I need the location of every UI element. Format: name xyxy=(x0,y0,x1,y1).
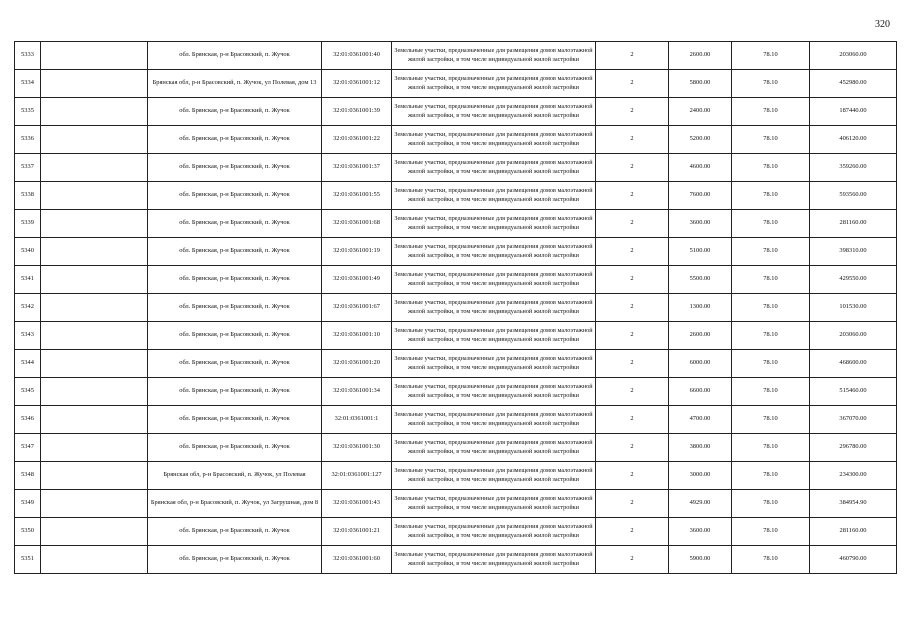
empty-cell xyxy=(41,434,148,462)
row-number-cell: 5337 xyxy=(15,154,41,182)
area-cell: 6600.00 xyxy=(669,378,732,406)
group-code-cell: 2 xyxy=(596,350,669,378)
address-cell: обл. Брянская, р-н Брасовский, п. Жучок xyxy=(148,378,322,406)
row-number-cell: 5351 xyxy=(15,546,41,574)
empty-cell xyxy=(41,210,148,238)
group-code-cell: 2 xyxy=(596,70,669,98)
cadastral-number-cell: 32:01:0361001:21 xyxy=(322,518,392,546)
area-cell: 6000.00 xyxy=(669,350,732,378)
rate-cell: 78.10 xyxy=(732,154,810,182)
group-code-cell: 2 xyxy=(596,154,669,182)
land-use-cell: Земельные участки, предназначенные для размещения домов малоэтажной жилой застройки, в том числе индивидуальной жилой застройки xyxy=(392,406,596,434)
rate-cell: 78.10 xyxy=(732,518,810,546)
group-code-cell: 2 xyxy=(596,126,669,154)
cadastral-number-cell: 32:01:0361001:1 xyxy=(322,406,392,434)
table-row xyxy=(15,378,897,406)
cadastral-value-cell: 203060.00 xyxy=(810,322,897,350)
row-number-cell: 5341 xyxy=(15,266,41,294)
land-use-cell: Земельные участки, предназначенные для размещения домов малоэтажной жилой застройки, в том числе индивидуальной жилой застройки xyxy=(392,126,596,154)
table-row xyxy=(15,210,897,238)
land-use-cell: Земельные участки, предназначенные для размещения домов малоэтажной жилой застройки, в том числе индивидуальной жилой застройки xyxy=(392,70,596,98)
rate-cell: 78.10 xyxy=(732,546,810,574)
cadastral-number-cell: 32:01:0361001:127 xyxy=(322,462,392,490)
row-number-cell: 5336 xyxy=(15,126,41,154)
table-row xyxy=(15,238,897,266)
cadastral-number-cell: 32:01:0361001:12 xyxy=(322,70,392,98)
cadastral-value-cell: 406120.00 xyxy=(810,126,897,154)
address-cell: Брянская обл, р-н Брасовский, п. Жучок, ул Полевая xyxy=(148,462,322,490)
cadastral-number-cell: 32:01:0361001:67 xyxy=(322,294,392,322)
row-number-cell: 5338 xyxy=(15,182,41,210)
address-cell: Брянская обл, р-н Брасовский, п. Жучок, ул Полевая, дом 13 xyxy=(148,70,322,98)
cadastral-number-cell: 32:01:0361001:60 xyxy=(322,546,392,574)
land-use-cell: Земельные участки, предназначенные для размещения домов малоэтажной жилой застройки, в том числе индивидуальной жилой застройки xyxy=(392,518,596,546)
cadastral-value-cell: 452980.00 xyxy=(810,70,897,98)
rate-cell: 78.10 xyxy=(732,462,810,490)
cadastral-number-cell: 32:01:0361001:30 xyxy=(322,434,392,462)
row-number-cell: 5349 xyxy=(15,490,41,518)
area-cell: 1300.00 xyxy=(669,294,732,322)
land-use-cell: Земельные участки, предназначенные для размещения домов малоэтажной жилой застройки, в том числе индивидуальной жилой застройки xyxy=(392,42,596,70)
address-cell: обл. Брянская, р-н Брасовский, п. Жучок xyxy=(148,266,322,294)
land-use-cell: Земельные участки, предназначенные для размещения домов малоэтажной жилой застройки, в том числе индивидуальной жилой застройки xyxy=(392,378,596,406)
area-cell: 3600.00 xyxy=(669,518,732,546)
row-number-cell: 5344 xyxy=(15,350,41,378)
land-use-cell: Земельные участки, предназначенные для размещения домов малоэтажной жилой застройки, в том числе индивидуальной жилой застройки xyxy=(392,462,596,490)
group-code-cell: 2 xyxy=(596,182,669,210)
table-row xyxy=(15,518,897,546)
rate-cell: 78.10 xyxy=(732,322,810,350)
cadastral-number-cell: 32:01:0361001:20 xyxy=(322,350,392,378)
row-number-cell: 5333 xyxy=(15,42,41,70)
cadastral-number-cell: 32:01:0361001:22 xyxy=(322,126,392,154)
table-row xyxy=(15,266,897,294)
table-row xyxy=(15,546,897,574)
area-cell: 2600.00 xyxy=(669,42,732,70)
rate-cell: 78.10 xyxy=(732,126,810,154)
land-use-cell: Земельные участки, предназначенные для размещения домов малоэтажной жилой застройки, в том числе индивидуальной жилой застройки xyxy=(392,182,596,210)
empty-cell xyxy=(41,126,148,154)
land-registry-table xyxy=(14,41,897,574)
area-cell: 5900.00 xyxy=(669,546,732,574)
row-number-cell: 5334 xyxy=(15,70,41,98)
cadastral-number-cell: 32:01:0361001:40 xyxy=(322,42,392,70)
empty-cell xyxy=(41,378,148,406)
empty-cell xyxy=(41,70,148,98)
land-use-cell: Земельные участки, предназначенные для размещения домов малоэтажной жилой застройки, в том числе индивидуальной жилой застройки xyxy=(392,350,596,378)
cadastral-value-cell: 187440.00 xyxy=(810,98,897,126)
group-code-cell: 2 xyxy=(596,98,669,126)
table-row xyxy=(15,406,897,434)
table-row xyxy=(15,70,897,98)
area-cell: 4929.00 xyxy=(669,490,732,518)
group-code-cell: 2 xyxy=(596,406,669,434)
address-cell: обл. Брянская, р-н Брасовский, п. Жучок xyxy=(148,406,322,434)
empty-cell xyxy=(41,182,148,210)
address-cell: обл. Брянская, р-н Брасовский, п. Жучок xyxy=(148,154,322,182)
cadastral-value-cell: 101530.00 xyxy=(810,294,897,322)
table-row xyxy=(15,182,897,210)
land-use-cell: Земельные участки, предназначенные для размещения домов малоэтажной жилой застройки, в том числе индивидуальной жилой застройки xyxy=(392,434,596,462)
cadastral-number-cell: 32:01:0361001:49 xyxy=(322,266,392,294)
group-code-cell: 2 xyxy=(596,378,669,406)
land-use-cell: Земельные участки, предназначенные для размещения домов малоэтажной жилой застройки, в том числе индивидуальной жилой застройки xyxy=(392,490,596,518)
area-cell: 5500.00 xyxy=(669,266,732,294)
table-row xyxy=(15,126,897,154)
area-cell: 7600.00 xyxy=(669,182,732,210)
land-use-cell: Земельные участки, предназначенные для размещения домов малоэтажной жилой застройки, в том числе индивидуальной жилой застройки xyxy=(392,154,596,182)
table-row xyxy=(15,154,897,182)
group-code-cell: 2 xyxy=(596,546,669,574)
rate-cell: 78.10 xyxy=(732,490,810,518)
empty-cell xyxy=(41,294,148,322)
area-cell: 4600.00 xyxy=(669,154,732,182)
cadastral-value-cell: 296780.00 xyxy=(810,434,897,462)
row-number-cell: 5347 xyxy=(15,434,41,462)
address-cell: Брянская обл, р-н Брасовский, п. Жучок, ул Загрушная, дом 8 xyxy=(148,490,322,518)
row-number-cell: 5339 xyxy=(15,210,41,238)
cadastral-number-cell: 32:01:0361001:39 xyxy=(322,98,392,126)
cadastral-value-cell: 281160.00 xyxy=(810,518,897,546)
address-cell: обл. Брянская, р-н Брасовский, п. Жучок xyxy=(148,546,322,574)
cadastral-number-cell: 32:01:0361001:34 xyxy=(322,378,392,406)
group-code-cell: 2 xyxy=(596,210,669,238)
table-row xyxy=(15,434,897,462)
address-cell: обл. Брянская, р-н Брасовский, п. Жучок xyxy=(148,238,322,266)
address-cell: обл. Брянская, р-н Брасовский, п. Жучок xyxy=(148,210,322,238)
cadastral-number-cell: 32:01:0361001:37 xyxy=(322,154,392,182)
cadastral-value-cell: 203060.00 xyxy=(810,42,897,70)
page-number: 320 xyxy=(875,19,890,30)
empty-cell xyxy=(41,42,148,70)
address-cell: обл. Брянская, р-н Брасовский, п. Жучок xyxy=(148,98,322,126)
empty-cell xyxy=(41,350,148,378)
empty-cell xyxy=(41,98,148,126)
group-code-cell: 2 xyxy=(596,434,669,462)
row-number-cell: 5345 xyxy=(15,378,41,406)
group-code-cell: 2 xyxy=(596,322,669,350)
empty-cell xyxy=(41,406,148,434)
area-cell: 5200.00 xyxy=(669,126,732,154)
cadastral-value-cell: 429550.00 xyxy=(810,266,897,294)
row-number-cell: 5335 xyxy=(15,98,41,126)
address-cell: обл. Брянская, р-н Брасовский, п. Жучок xyxy=(148,350,322,378)
cadastral-value-cell: 234300.00 xyxy=(810,462,897,490)
row-number-cell: 5342 xyxy=(15,294,41,322)
rate-cell: 78.10 xyxy=(732,42,810,70)
land-use-cell: Земельные участки, предназначенные для размещения домов малоэтажной жилой застройки, в том числе индивидуальной жилой застройки xyxy=(392,322,596,350)
area-cell: 5100.00 xyxy=(669,238,732,266)
cadastral-value-cell: 384954.90 xyxy=(810,490,897,518)
empty-cell xyxy=(41,518,148,546)
empty-cell xyxy=(41,154,148,182)
land-use-cell: Земельные участки, предназначенные для размещения домов малоэтажной жилой застройки, в том числе индивидуальной жилой застройки xyxy=(392,266,596,294)
row-number-cell: 5343 xyxy=(15,322,41,350)
table-row xyxy=(15,490,897,518)
empty-cell xyxy=(41,546,148,574)
cadastral-value-cell: 359260.00 xyxy=(810,154,897,182)
rate-cell: 78.10 xyxy=(732,378,810,406)
group-code-cell: 2 xyxy=(596,42,669,70)
group-code-cell: 2 xyxy=(596,294,669,322)
cadastral-value-cell: 468600.00 xyxy=(810,350,897,378)
rate-cell: 78.10 xyxy=(732,406,810,434)
land-use-cell: Земельные участки, предназначенные для размещения домов малоэтажной жилой застройки, в том числе индивидуальной жилой застройки xyxy=(392,210,596,238)
area-cell: 2400.00 xyxy=(669,98,732,126)
table-row xyxy=(15,98,897,126)
rate-cell: 78.10 xyxy=(732,350,810,378)
area-cell: 3000.00 xyxy=(669,462,732,490)
land-use-cell: Земельные участки, предназначенные для размещения домов малоэтажной жилой застройки, в том числе индивидуальной жилой застройки xyxy=(392,546,596,574)
table-row xyxy=(15,462,897,490)
row-number-cell: 5348 xyxy=(15,462,41,490)
cadastral-value-cell: 398310.00 xyxy=(810,238,897,266)
address-cell: обл. Брянская, р-н Брасовский, п. Жучок xyxy=(148,182,322,210)
rate-cell: 78.10 xyxy=(732,266,810,294)
address-cell: обл. Брянская, р-н Брасовский, п. Жучок xyxy=(148,434,322,462)
empty-cell xyxy=(41,490,148,518)
area-cell: 3800.00 xyxy=(669,434,732,462)
table-row xyxy=(15,294,897,322)
table-row xyxy=(15,322,897,350)
group-code-cell: 2 xyxy=(596,462,669,490)
rate-cell: 78.10 xyxy=(732,182,810,210)
cadastral-value-cell: 367070.00 xyxy=(810,406,897,434)
group-code-cell: 2 xyxy=(596,490,669,518)
area-cell: 2600.00 xyxy=(669,322,732,350)
land-use-cell: Земельные участки, предназначенные для размещения домов малоэтажной жилой застройки, в том числе индивидуальной жилой застройки xyxy=(392,238,596,266)
cadastral-number-cell: 32:01:0361001:55 xyxy=(322,182,392,210)
address-cell: обл. Брянская, р-н Брасовский, п. Жучок xyxy=(148,42,322,70)
cadastral-value-cell: 281160.00 xyxy=(810,210,897,238)
rate-cell: 78.10 xyxy=(732,70,810,98)
address-cell: обл. Брянская, р-н Брасовский, п. Жучок xyxy=(148,322,322,350)
cadastral-number-cell: 32:01:0361001:10 xyxy=(322,322,392,350)
area-cell: 3600.00 xyxy=(669,210,732,238)
group-code-cell: 2 xyxy=(596,238,669,266)
land-use-cell: Земельные участки, предназначенные для размещения домов малоэтажной жилой застройки, в том числе индивидуальной жилой застройки xyxy=(392,98,596,126)
address-cell: обл. Брянская, р-н Брасовский, п. Жучок xyxy=(148,518,322,546)
area-cell: 4700.00 xyxy=(669,406,732,434)
address-cell: обл. Брянская, р-н Брасовский, п. Жучок xyxy=(148,294,322,322)
cadastral-value-cell: 515460.00 xyxy=(810,378,897,406)
row-number-cell: 5340 xyxy=(15,238,41,266)
empty-cell xyxy=(41,322,148,350)
row-number-cell: 5350 xyxy=(15,518,41,546)
empty-cell xyxy=(41,462,148,490)
cadastral-value-cell: 460790.00 xyxy=(810,546,897,574)
cadastral-number-cell: 32:01:0361001:43 xyxy=(322,490,392,518)
row-number-cell: 5346 xyxy=(15,406,41,434)
table-row xyxy=(15,350,897,378)
empty-cell xyxy=(41,238,148,266)
rate-cell: 78.10 xyxy=(732,434,810,462)
area-cell: 5800.00 xyxy=(669,70,732,98)
rate-cell: 78.10 xyxy=(732,294,810,322)
group-code-cell: 2 xyxy=(596,266,669,294)
address-cell: обл. Брянская, р-н Брасовский, п. Жучок xyxy=(148,126,322,154)
empty-cell xyxy=(41,266,148,294)
land-use-cell: Земельные участки, предназначенные для размещения домов малоэтажной жилой застройки, в том числе индивидуальной жилой застройки xyxy=(392,294,596,322)
rate-cell: 78.10 xyxy=(732,98,810,126)
cadastral-number-cell: 32:01:0361001:68 xyxy=(322,210,392,238)
table-row xyxy=(15,42,897,70)
rate-cell: 78.10 xyxy=(732,238,810,266)
rate-cell: 78.10 xyxy=(732,210,810,238)
group-code-cell: 2 xyxy=(596,518,669,546)
cadastral-value-cell: 593560.00 xyxy=(810,182,897,210)
cadastral-number-cell: 32:01:0361001:19 xyxy=(322,238,392,266)
table-body xyxy=(15,42,897,574)
